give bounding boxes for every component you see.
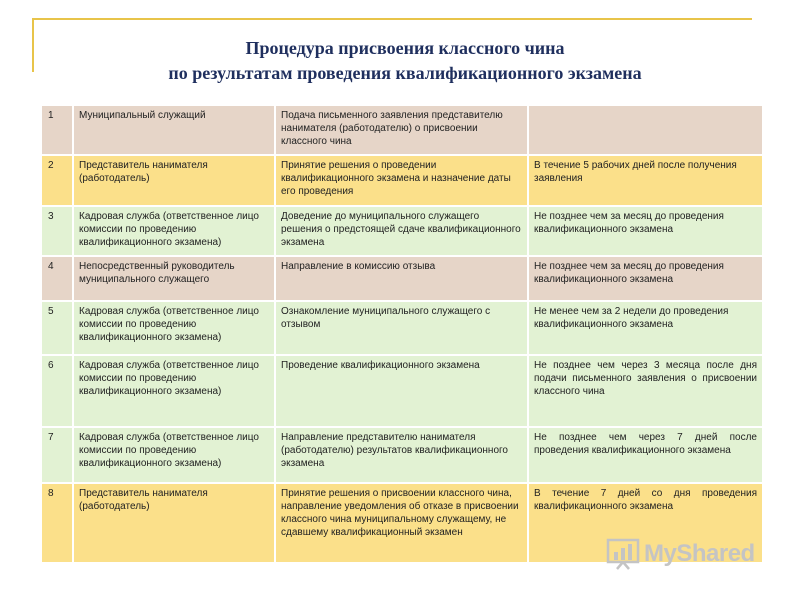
term-cell: Не позднее чем через 7 дней после проведения квалификационного экзамена (528, 427, 763, 483)
term-cell: Не менее чем за 2 недели до проведения квалификационного экзамена (528, 301, 763, 355)
table-row (41, 155, 763, 206)
action-cell: Проведение квалификационного экзамена (275, 355, 528, 427)
action-cell: Принятие решения о проведении квалификационного экзамена и назначение даты его проведения (275, 155, 528, 206)
row-number: 4 (41, 256, 73, 301)
action-cell: Направление в комиссию отзыва (275, 256, 528, 301)
responsible-cell: Кадровая служба (ответственное лицо комиссии по проведению квалификационного экзамена) (73, 427, 275, 483)
action-cell: Ознакомление муниципального служащего с отзывом (275, 301, 528, 355)
action-cell: Доведение до муниципального служащего решения о предстоящей сдаче квалификационного экзамена (275, 206, 528, 256)
term-cell (528, 105, 763, 155)
table-row (41, 105, 763, 155)
row-number: 5 (41, 301, 73, 355)
myshared-watermark (606, 536, 766, 572)
term-cell: Не позднее чем за месяц до проведения квалификационного экзамена (528, 206, 763, 256)
term-cell: В течение 5 рабочих дней после получения заявления (528, 155, 763, 206)
title-line-1: Процедура присвоения классного чина (245, 38, 565, 58)
row-number: 6 (41, 355, 73, 427)
responsible-cell: Кадровая служба (ответственное лицо комиссии по проведению квалификационного экзамена) (73, 301, 275, 355)
bar-chart-icon (606, 538, 640, 570)
responsible-cell: Кадровая служба (ответственное лицо комиссии по проведению квалификационного экзамена) (73, 355, 275, 427)
table-row (41, 301, 763, 355)
row-number: 7 (41, 427, 73, 483)
watermark-text: MyShared (644, 540, 755, 567)
table-row (41, 355, 763, 427)
responsible-cell: Представитель нанимателя (работодатель) (73, 155, 275, 206)
term-cell: Не позднее чем за месяц до проведения квалификационного экзамена (528, 256, 763, 301)
term-cell: Не позднее чем через 3 месяца после дня подачи письменного заявления о присвоении классного чина (528, 355, 763, 427)
row-number: 3 (41, 206, 73, 256)
table-row (41, 427, 763, 483)
term-cell: В течение 7 дней со дня проведения квалификационного экзамена (528, 483, 763, 563)
row-number: 8 (41, 483, 73, 563)
responsible-cell: Непосредственный руководитель муниципального служащего (73, 256, 275, 301)
action-cell: Подача письменного заявления представителю нанимателя (работодателю) о присвоении классного чина (275, 105, 528, 155)
frame-top-line (32, 18, 752, 20)
action-cell: Принятие решения о присвоении классного чина, направление уведомления об отказе в присвоении классного чина муниципальному служащему, не сдавшему квалификационный экзамен (275, 483, 528, 563)
page-title (60, 36, 750, 86)
row-number: 2 (41, 155, 73, 206)
procedure-table (40, 104, 764, 564)
row-number: 1 (41, 105, 73, 155)
responsible-cell: Муниципальный служащий (73, 105, 275, 155)
responsible-cell: Кадровая служба (ответственное лицо комиссии по проведению квалификационного экзамена) (73, 206, 275, 256)
table-row (41, 206, 763, 256)
action-cell: Направление представителю нанимателя (работодателю) результатов квалификационного экзамена (275, 427, 528, 483)
title-line-2: по результатам проведения квалификационного экзамена (168, 63, 642, 83)
responsible-cell: Представитель нанимателя (работодатель) (73, 483, 275, 563)
frame-left-line (32, 18, 34, 72)
table-row (41, 256, 763, 301)
